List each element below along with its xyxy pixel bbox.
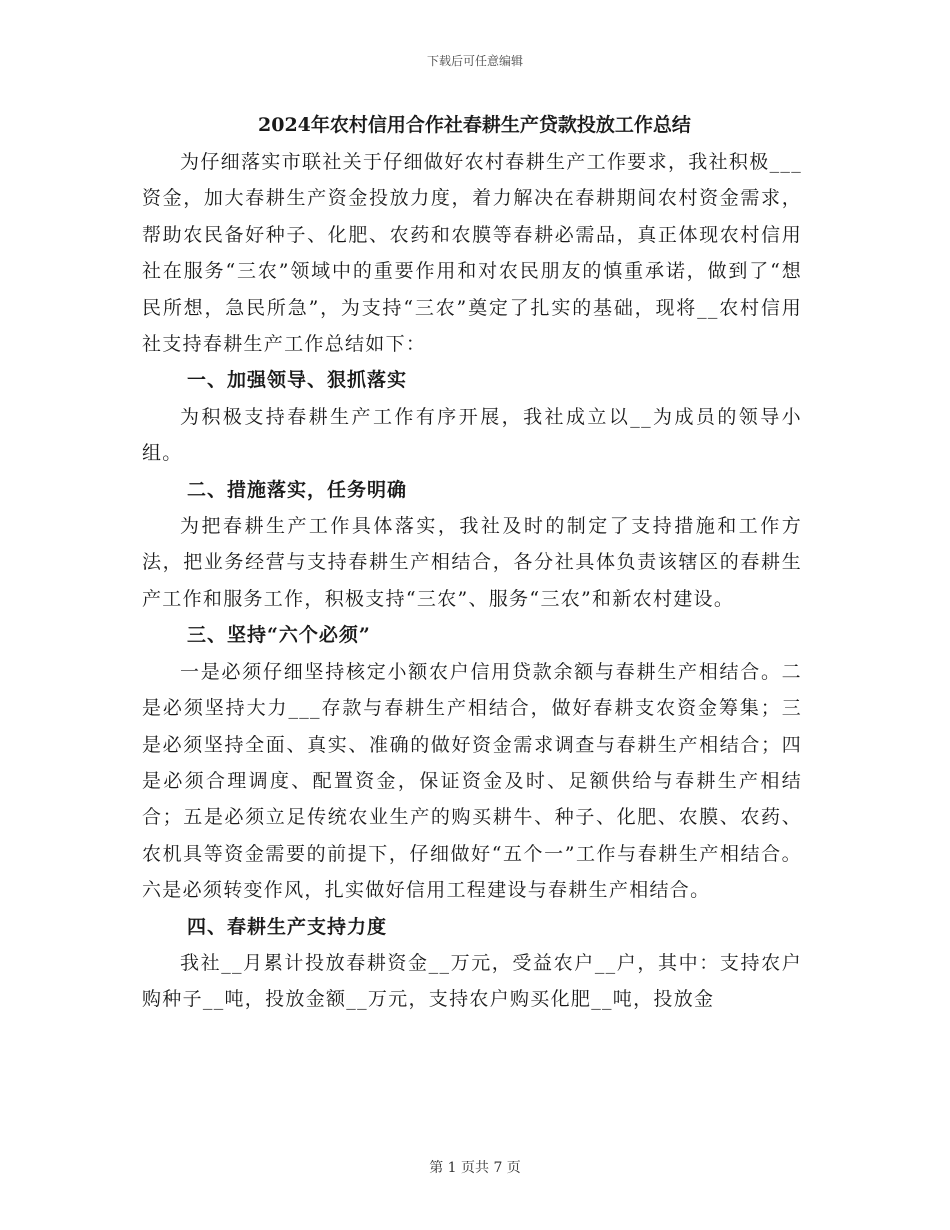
document-body xyxy=(142,110,802,1018)
section-body-3: 一是必须仔细坚持核定小额农户信用贷款余额与春耕生产相结合。二是必须坚持大力___存款与春耕生产相结合，做好春耕支农资金筹集；三是必须坚持全面、真实、准确的做好资金需求调查与春耕生产相结合；四是必须合理调度、配置资金，保证资金及时、足额供给与春耕生产相结合；五是必须立足传统农业生产的购买耕牛、种子、化肥、农膜、农药、农机具等资金需要的前提下，仔细做好“五个一”工作与春耕生产相结合。六是必须转变作风，扎实做好信用工程建设与春耕生产相结合。 xyxy=(142,660,802,902)
page-footer: 第 1 页共 7 页 xyxy=(429,1160,521,1176)
section-heading-2: 二、措施落实，任务明确 xyxy=(187,478,408,501)
section-heading-3: 三、坚持“六个必须” xyxy=(187,624,371,647)
page-header: 下载后可任意编辑 xyxy=(426,54,523,68)
section-body-2: 为把春耕生产工作具体落实，我社及时的制定了支持措施和工作方法，把业务经营与支持春耕生产相结合，各分社具体负责该辖区的春耕生产工作和服务工作，积极支持“三农”、服务“三农”和新农村建设。 xyxy=(142,515,802,610)
section-heading-1: 一、加强领导、狠抓落实 xyxy=(187,369,408,392)
section-body-1: 为积极支持春耕生产工作有序开展，我社成立以__为成员的领导小组。 xyxy=(142,405,802,465)
intro-paragraph: 为仔细落实市联社关于仔细做好农村春耕生产工作要求，我社积极___资金，加大春耕生产资金投放力度，着力解决在春耕期间农村资金需求，帮助农民备好种子、化肥、农药和农膜等春耕必需品，真正体现农村信用社在服务“三农”领域中的重要作用和对农民朋友的慎重承诺，做到了“想民所想，急民所急”，为支持“三农”奠定了扎实的基础，现将__农村信用社支持春耕生产工作总结如下： xyxy=(142,151,802,356)
document-title: 2024年农村信用合作社春耕生产贷款投放工作总结 xyxy=(258,114,691,136)
section-body-4: 我社__月累计投放春耕资金__万元，受益农户__户，其中：支持农户购种子__吨，投放金额__万元，支持农户购买化肥__吨，投放金 xyxy=(142,951,802,1011)
section-heading-4: 四、春耕生产支持力度 xyxy=(187,915,388,938)
